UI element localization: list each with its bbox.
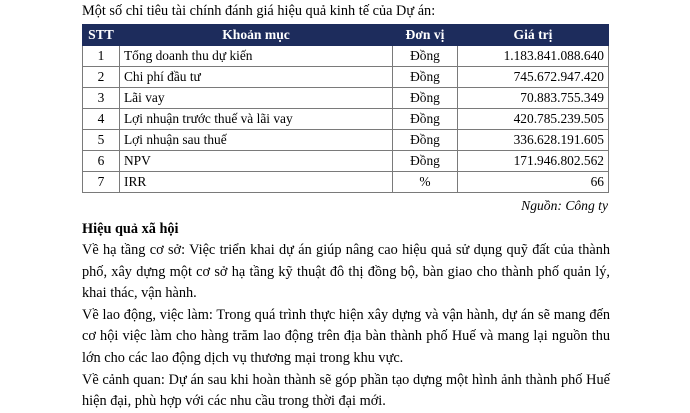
table-row — [83, 172, 609, 193]
cell-value: 420.785.239.505 — [458, 109, 609, 130]
table-row — [83, 67, 609, 88]
table-body — [83, 46, 609, 193]
cell-unit: Đồng — [393, 88, 458, 109]
cell-stt: 5 — [83, 130, 120, 151]
cell-item: Chi phí đầu tư — [120, 67, 393, 88]
financial-indicators-table — [82, 24, 609, 193]
cell-unit: Đồng — [393, 151, 458, 172]
section-heading-social-efficiency: Hiệu quả xã hội — [82, 221, 179, 237]
table-header-row — [83, 25, 609, 46]
table-row — [83, 130, 609, 151]
cell-unit: Đồng — [393, 67, 458, 88]
table-row — [83, 88, 609, 109]
cell-unit: % — [393, 172, 458, 193]
cell-unit: Đồng — [393, 46, 458, 67]
column-header-value: Giá trị — [458, 25, 609, 46]
intro-line: Một số chỉ tiêu tài chính đánh giá hiệu quả kinh tế của Dự án: — [82, 3, 436, 19]
column-header-item: Khoản mục — [120, 25, 393, 46]
cell-item: NPV — [120, 151, 393, 172]
cell-item: IRR — [120, 172, 393, 193]
table-row — [83, 109, 609, 130]
cell-unit: Đồng — [393, 130, 458, 151]
cell-value: 66 — [458, 172, 609, 193]
table-row — [83, 151, 609, 172]
cell-value: 171.946.802.562 — [458, 151, 609, 172]
cell-stt: 6 — [83, 151, 120, 172]
cell-stt: 3 — [83, 88, 120, 109]
cell-value: 70.883.755.349 — [458, 88, 609, 109]
cell-stt: 2 — [83, 67, 120, 88]
cell-unit: Đồng — [393, 109, 458, 130]
cell-item: Lợi nhuận sau thuế — [120, 130, 393, 151]
paragraph-landscape: Về cảnh quan: Dự án sau khi hoàn thành sẽ góp phần tạo dựng một hình ảnh thành phố Huế hiện đại, phù hợp với các nhu cầu trong thời đại mới. — [82, 371, 610, 410]
table-row — [83, 46, 609, 67]
cell-value: 336.628.191.605 — [458, 130, 609, 151]
paragraph-labor-employment: Về lao động, việc làm: Trong quá trình thực hiện xây dựng và vận hành, dự án sẽ mang đến cơ hội việc làm cho hàng trăm lao động trên địa bàn thành phố Huế và mang lại nguồn thu lớn cho các lao động dịch vụ thương mại trong khu vực. — [82, 306, 610, 366]
cell-stt: 1 — [83, 46, 120, 67]
column-header-stt: STT — [83, 25, 120, 46]
column-header-unit: Đơn vị — [393, 25, 458, 46]
cell-stt: 4 — [83, 109, 120, 130]
cell-value: 1.183.841.088.640 — [458, 46, 609, 67]
cell-item: Lợi nhuận trước thuế và lãi vay — [120, 109, 393, 130]
cell-item: Tổng doanh thu dự kiến — [120, 46, 393, 67]
table-source-note: Nguồn: Công ty — [521, 198, 608, 213]
cell-stt: 7 — [83, 172, 120, 193]
cell-item: Lãi vay — [120, 88, 393, 109]
paragraph-infrastructure: Về hạ tầng cơ sở: Việc triển khai dự án giúp nâng cao hiệu quả sử dụng quỹ đất của thành phố, xây dựng một cơ sở hạ tầng kỹ thuật đô thị đồng bộ, bàn giao cho thành phố quản lý, khai thác, vận hành. — [82, 242, 610, 302]
cell-value: 745.672.947.420 — [458, 67, 609, 88]
